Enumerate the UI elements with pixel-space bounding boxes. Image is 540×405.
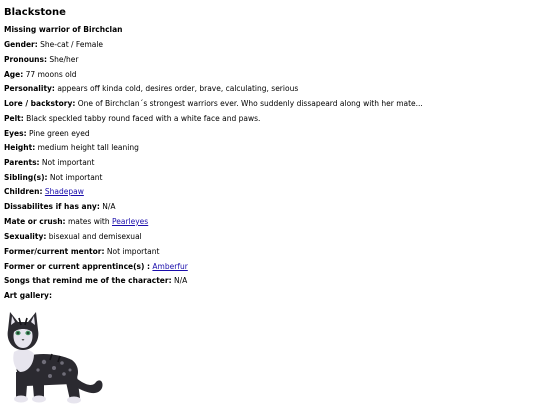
- field-value: She-cat / Female: [40, 40, 104, 49]
- field-label: Sibling(s):: [4, 173, 48, 182]
- field-label: Sexuality:: [4, 232, 47, 241]
- link-shadepaw[interactable]: Shadepaw: [44, 187, 84, 196]
- field-songs: [4, 276, 187, 285]
- field-value: bisexual and demisexual: [48, 232, 142, 241]
- field-age: [4, 70, 77, 79]
- field-label: Eyes:: [4, 129, 27, 138]
- field-value: She/her: [49, 55, 79, 64]
- field-apprentice: [4, 262, 188, 271]
- field-label: Pelt:: [4, 114, 24, 123]
- field-sexuality: [4, 232, 142, 241]
- field-label: Mate or crush:: [4, 217, 66, 226]
- field-parents: [4, 158, 95, 167]
- character-name: Blackstone: [4, 7, 66, 18]
- field-value: N/A: [102, 202, 116, 211]
- field-label: Songs that remind me of the character:: [4, 276, 172, 285]
- field-label: Personality:: [4, 84, 55, 93]
- link-amberfur[interactable]: Amberfur: [152, 262, 188, 271]
- field-value: 77 moons old: [25, 70, 77, 79]
- field-lore: [4, 99, 423, 108]
- field-art-gallery: [4, 291, 52, 300]
- field-label: Children:: [4, 187, 43, 196]
- field-value: N/A: [173, 276, 188, 285]
- field-label: Gender:: [4, 40, 38, 49]
- field-value: Not important: [49, 173, 103, 182]
- field-label: Former/current mentor:: [4, 247, 105, 256]
- field-label: Age:: [4, 70, 24, 79]
- field-pelt: [4, 114, 260, 123]
- field-value: Black speckled tabby round faced with a white face and paws.: [26, 114, 261, 123]
- field-label: Former or current apprentince(s) :: [4, 262, 151, 271]
- field-mentor: [4, 247, 159, 256]
- field-value: Not important: [106, 247, 160, 256]
- field-children: [4, 187, 84, 196]
- field-label: Pronouns:: [4, 55, 47, 64]
- field-disabilities: [4, 202, 116, 211]
- field-value: medium height tall leaning: [37, 143, 139, 152]
- field-value: One of Birchclan´s strongest warriors ever. Who suddenly dissapeard along with her mate...: [77, 99, 423, 108]
- field-value: Pine green eyed: [28, 129, 90, 138]
- field-label: Height:: [4, 143, 36, 152]
- cat-artwork: [4, 308, 106, 404]
- character-subtitle: Missing warrior of Birchclan: [4, 25, 123, 34]
- field-height: [4, 143, 139, 152]
- field-label: Dissabilites if has any:: [4, 202, 100, 211]
- field-pronouns: [4, 55, 78, 64]
- field-gender: [4, 40, 103, 49]
- field-mate: [4, 217, 148, 226]
- field-personality: [4, 84, 298, 93]
- field-value: Not important: [41, 158, 95, 167]
- field-value: appears off kinda cold, desires order, brave, calculating, serious: [57, 84, 299, 93]
- field-eyes: [4, 129, 90, 138]
- link-pearleyes[interactable]: Pearleyes: [112, 217, 149, 226]
- field-label: Parents:: [4, 158, 40, 167]
- field-label: Lore / backstory:: [4, 99, 76, 108]
- field-label: Art gallery:: [4, 291, 52, 300]
- field-siblings: [4, 173, 102, 182]
- field-value: mates with: [67, 217, 112, 226]
